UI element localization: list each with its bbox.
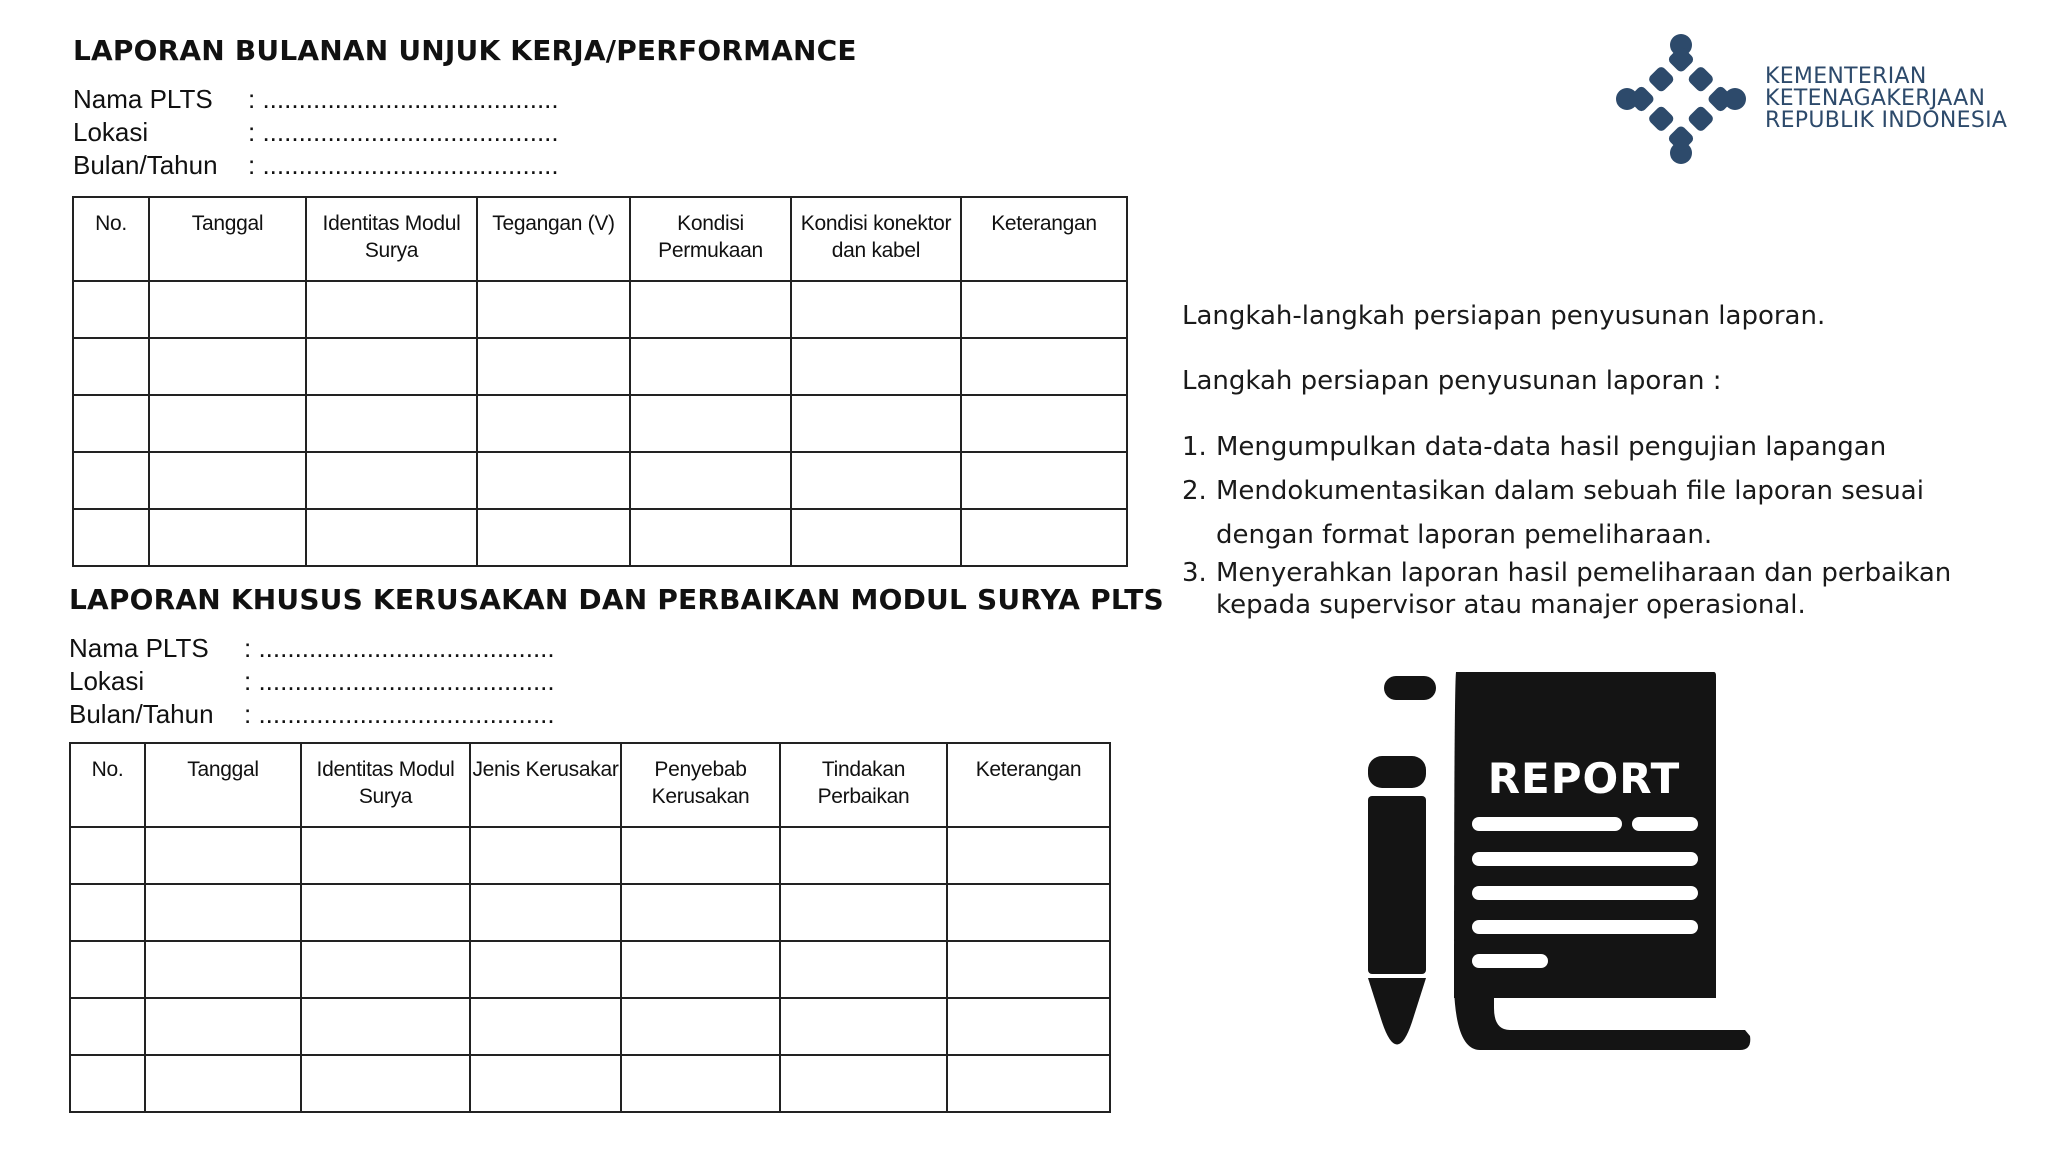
step-text: Mendokumentasikan dalam sebuah file laporan sesuai [1216,476,1924,506]
table-cell[interactable] [477,395,630,452]
table-cell[interactable] [73,395,149,452]
step-text: kepada supervisor atau manajer operasional. [1216,590,1806,620]
step-number: 1. [1182,432,1207,462]
column-header: Jenis Kerusakar [470,743,621,827]
table-cell[interactable] [145,884,301,941]
kemnaker-emblem-icon [1615,33,1747,165]
column-header: Kondisi Permukaan [630,197,791,281]
table-cell[interactable] [145,941,301,998]
column-header: Keterangan [947,743,1110,827]
column-header: No. [70,743,145,827]
table-cell[interactable] [791,395,961,452]
table-cell[interactable] [470,941,621,998]
table-cell[interactable] [70,1055,145,1112]
table-cell[interactable] [301,827,470,884]
table-cell[interactable] [301,998,470,1055]
report2-title: LAPORAN KHUSUS KERUSAKAN DAN PERBAIKAN MODUL SURYA PLTS [69,583,1164,616]
instructions-steps [1182,425,1951,621]
step-text: Mengumpulkan data-data hasil pengujian lapangan [1216,432,1887,462]
field-row [69,633,555,664]
report-document-pencil-icon [1360,672,1760,1072]
table-cell[interactable] [145,1055,301,1112]
field-row [73,150,559,181]
report2-table [69,742,1111,1113]
column-header: No. [73,197,149,281]
column-header: Kondisi konektor dan kabel [791,197,961,281]
field-value: : ......................................... [244,666,555,696]
table-cell[interactable] [306,509,477,566]
table-cell[interactable] [477,509,630,566]
field-label: Lokasi [73,117,149,147]
table-row [70,1055,1110,1112]
field-row [69,699,555,730]
table-cell[interactable] [947,1055,1110,1112]
column-header: Keterangan [961,197,1127,281]
table-cell[interactable] [621,941,780,998]
table-cell[interactable] [791,338,961,395]
column-header: Tanggal [149,197,306,281]
logo-line: KETENAGAKERJAAN [1765,86,1986,111]
field-label: Nama PLTS [69,633,209,663]
table-cell[interactable] [149,452,306,509]
table-row [73,452,1127,509]
logo-line: KEMENTERIAN [1765,64,1927,89]
table-cell[interactable] [961,395,1127,452]
table-cell[interactable] [306,452,477,509]
column-header: Identitas Modul Surya [306,197,477,281]
table-row [73,509,1127,566]
table-cell[interactable] [621,884,780,941]
table-cell[interactable] [301,884,470,941]
step-item [1182,557,1951,621]
table-cell[interactable] [780,884,947,941]
table-cell[interactable] [145,827,301,884]
column-header: Tanggal [145,743,301,827]
table-row [70,941,1110,998]
field-label: Nama PLTS [73,84,213,114]
table-cell[interactable] [73,452,149,509]
table-cell[interactable] [470,884,621,941]
table-cell[interactable] [477,281,630,338]
table-cell[interactable] [630,452,791,509]
table-cell[interactable] [149,281,306,338]
table-row [73,338,1127,395]
table-cell[interactable] [70,941,145,998]
table-cell[interactable] [621,998,780,1055]
table-row [73,395,1127,452]
field-row [73,117,559,148]
field-label: Bulan/Tahun [69,699,214,729]
step-text: Menyerahkan laporan hasil pemeliharaan dan perbaikan [1216,558,1952,588]
logo-text [1765,66,2007,132]
table-cell[interactable] [477,338,630,395]
table-cell[interactable] [630,338,791,395]
step-number: 2. [1182,476,1207,506]
step-text: dengan format laporan pemeliharaan. [1216,520,1713,550]
table-cell[interactable] [961,509,1127,566]
step-item [1182,425,1951,469]
table-row [73,281,1127,338]
field-row [73,84,559,115]
table-cell[interactable] [791,281,961,338]
table-cell[interactable] [149,509,306,566]
field-value: : ......................................... [248,150,559,180]
table-cell[interactable] [947,884,1110,941]
table-cell[interactable] [947,998,1110,1055]
field-label: Lokasi [69,666,145,696]
table-cell[interactable] [145,998,301,1055]
table-cell[interactable] [621,827,780,884]
table-cell[interactable] [470,998,621,1055]
table-cell[interactable] [961,338,1127,395]
column-header: Tegangan (V) [477,197,630,281]
table-cell[interactable] [621,1055,780,1112]
table-cell[interactable] [306,395,477,452]
table-cell[interactable] [477,452,630,509]
field-value: : ......................................... [244,699,555,729]
field-value: : ......................................... [248,84,559,114]
report1-title: LAPORAN BULANAN UNJUK KERJA/PERFORMANCE [73,34,857,67]
table-cell[interactable] [73,509,149,566]
table-cell[interactable] [947,941,1110,998]
table-row [70,884,1110,941]
table-cell[interactable] [306,281,477,338]
report1-table [72,196,1128,567]
field-row [69,666,555,697]
table-cell[interactable] [780,998,947,1055]
table-cell[interactable] [301,941,470,998]
table-cell[interactable] [470,827,621,884]
field-value: : ......................................... [244,633,555,663]
table-cell[interactable] [630,509,791,566]
table-cell[interactable] [73,338,149,395]
table-cell[interactable] [630,395,791,452]
table-cell[interactable] [70,884,145,941]
table-cell[interactable] [70,827,145,884]
table-cell[interactable] [780,827,947,884]
table-cell[interactable] [961,452,1127,509]
report-label: REPORT [1487,754,1681,803]
table-cell[interactable] [780,1055,947,1112]
table-cell[interactable] [961,281,1127,338]
column-header: Identitas Modul Surya [301,743,470,827]
field-label: Bulan/Tahun [73,150,218,180]
table-cell[interactable] [70,998,145,1055]
table-row [70,998,1110,1055]
instructions-intro: Langkah-langkah persiapan penyusunan laporan. [1182,301,1826,331]
table-cell[interactable] [149,395,306,452]
field-value: : ......................................... [248,117,559,147]
step-number: 3. [1182,558,1207,588]
table-cell[interactable] [791,452,961,509]
table-cell[interactable] [73,281,149,338]
step-item [1182,469,1951,557]
column-header: Tindakan Perbaikan [780,743,947,827]
instructions-subtitle: Langkah persiapan penyusunan laporan : [1182,366,1722,396]
table-cell[interactable] [301,1055,470,1112]
table-cell[interactable] [149,338,306,395]
table-cell[interactable] [306,338,477,395]
table-cell[interactable] [470,1055,621,1112]
table-cell[interactable] [630,281,791,338]
logo-line: REPUBLIK INDONESIA [1765,108,2008,133]
table-cell[interactable] [791,509,961,566]
table-cell[interactable] [947,827,1110,884]
table-row [70,827,1110,884]
table-cell[interactable] [780,941,947,998]
column-header: Penyebab Kerusakan [621,743,780,827]
